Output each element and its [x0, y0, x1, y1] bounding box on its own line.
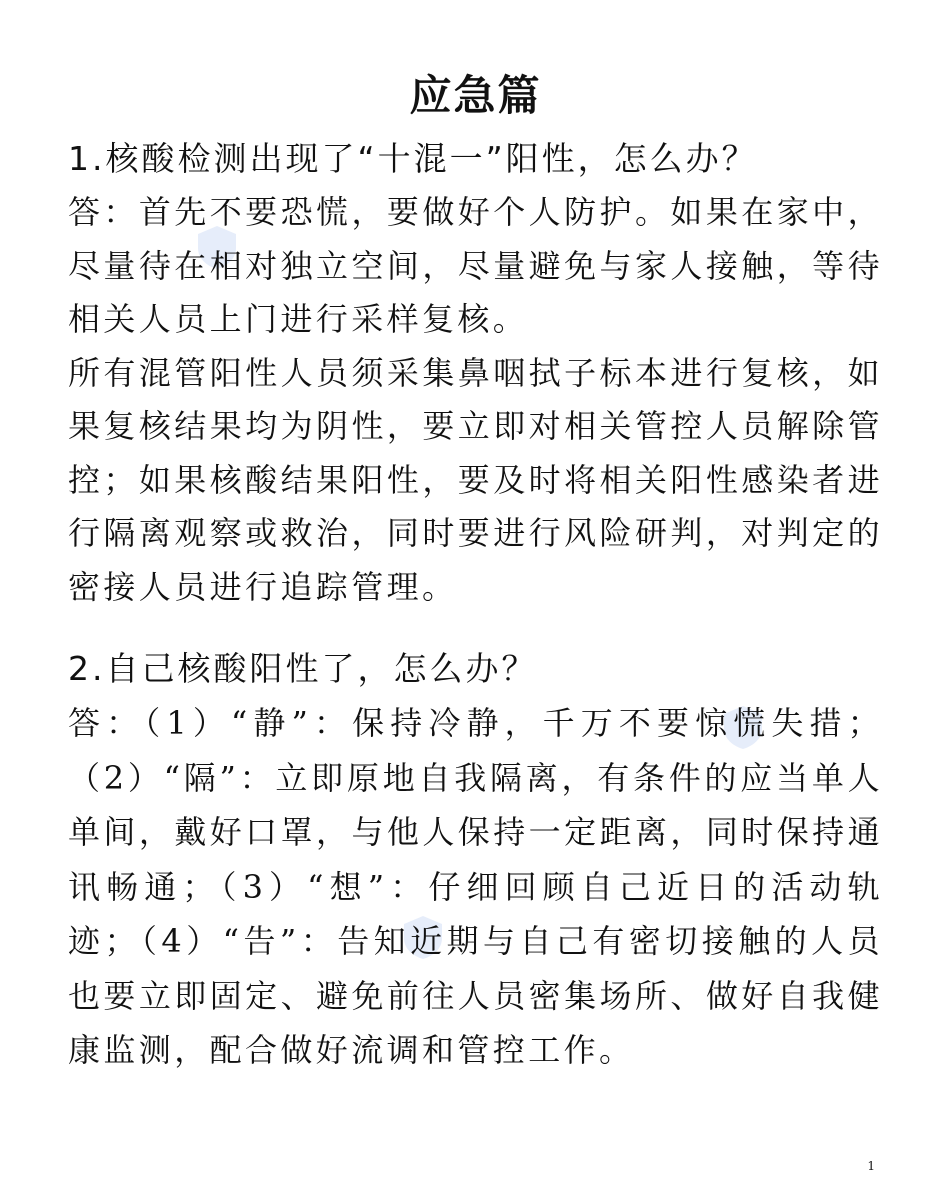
answer-paragraph: 答：首先不要恐慌，要做好个人防护。如果在家中，尽量待在相对独立空间，尽量避免与家人接触，等待相关人员上门进行采样复核。	[68, 193, 883, 338]
qa-section-1	[68, 132, 883, 614]
question-heading: 2.自己核酸阳性了，怎么办？	[68, 649, 538, 688]
answer-paragraph: 所有混管阳性人员须采集鼻咽拭子标本进行复核，如果复核结果均为阴性，要立即对相关管控人员解除管控；如果核酸结果阳性，要及时将相关阳性感染者进行隔离观察或救治，同时要进行风险研判，对判定的密接人员进行追踪管理。	[68, 353, 883, 606]
qa-section-2	[68, 642, 883, 1078]
question-heading: 1.核酸检测出现了“十混一”阳性，怎么办？	[68, 139, 758, 178]
page-number: 1	[867, 1159, 875, 1173]
page-title: 应急篇	[409, 71, 542, 120]
answer-paragraph: 答：（1）“静”：保持冷静，千万不要惊慌失措；（2）“隔”：立即原地自我隔离，有条件的应当单人单间，戴好口罩，与他人保持一定距离，同时保持通讯畅通；（3）“想”：仔细回顾自己近日的活动轨迹；（4）“告”：告知近期与自己有密切接触的人员也要立即固定、避免前往人员密集场所、做好自我健康监测，配合做好流调和管控工作。	[68, 704, 883, 1069]
